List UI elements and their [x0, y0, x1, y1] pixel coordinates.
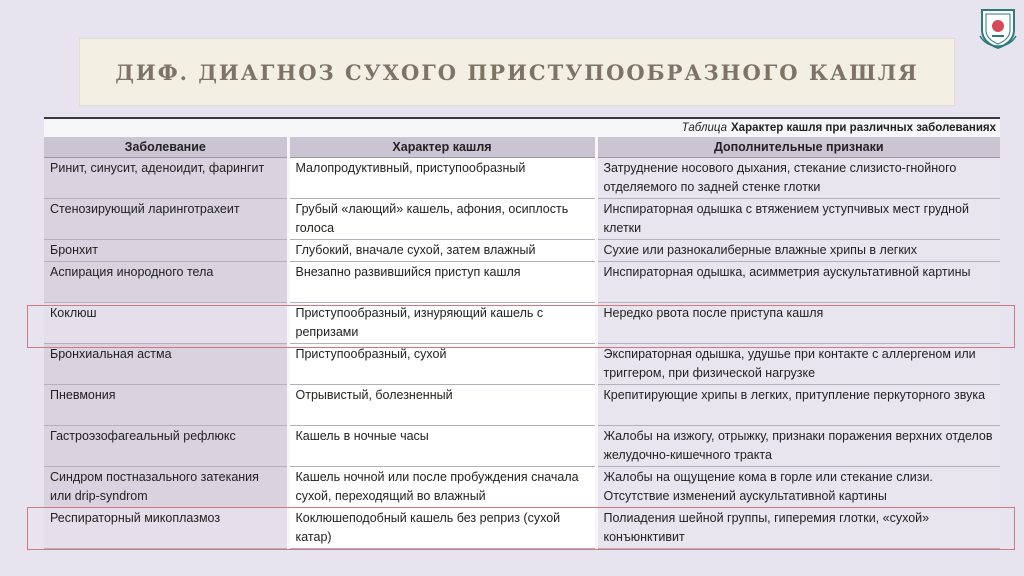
- cell-disease: Бронхиальная астма: [44, 344, 288, 385]
- slide-title: ДИФ. ДИАГНОЗ СУХОГО ПРИСТУПООБРАЗНОГО КАШЛЯ: [115, 59, 919, 85]
- cell-cough: Глубокий, вначале сухой, затем влажный: [288, 240, 596, 262]
- table-caption-title: Характер кашля при различных заболеваниях: [731, 122, 996, 134]
- cell-disease: Ринит, синусит, аденоидит, фарингит: [44, 158, 288, 199]
- table-header-row: [44, 137, 1000, 158]
- cell-cough: Грубый «лающий» кашель, афония, осиплость голоса: [288, 199, 596, 240]
- cell-disease: Аспирация инородного тела: [44, 262, 288, 303]
- table-row: [44, 426, 1000, 467]
- cell-signs: Экспираторная одышка, удушье при контакте с аллергеном или триггером, при физической нагрузке: [596, 344, 1000, 385]
- cell-signs: Сухие или разнокалиберные влажные хрипы в легких: [596, 240, 1000, 262]
- header-disease: Заболевание: [44, 137, 288, 158]
- cell-disease: Синдром постназального затекания или drip-syndrom: [44, 467, 288, 508]
- cell-disease: Гастроэзофагеальный рефлюкс: [44, 426, 288, 467]
- table-row: [44, 158, 1000, 199]
- cell-cough: Коклюшеподобный кашель без реприз (сухой катар): [288, 508, 596, 549]
- cell-cough: Приступообразный, изнуряющий кашель с репризами: [288, 303, 596, 344]
- table-row: [44, 240, 1000, 262]
- diagnosis-table: [44, 137, 1000, 549]
- cell-cough: Кашель в ночные часы: [288, 426, 596, 467]
- slide-title-box: [79, 38, 955, 106]
- table-row: [44, 508, 1000, 549]
- cell-signs: Полиадения шейной группы, гиперемия глотки, «сухой» конъюнктивит: [596, 508, 1000, 549]
- table-row: [44, 385, 1000, 426]
- cell-disease: Респираторный микоплазмоз: [44, 508, 288, 549]
- cell-signs: Жалобы на ощущение кома в горле или стекание слизи. Отсутствие изменений аускультативной картины: [596, 467, 1000, 508]
- table-caption: [44, 117, 1000, 137]
- cell-signs: Жалобы на изжогу, отрыжку, признаки поражения верхних отделов желудочно-кишечного тракта: [596, 426, 1000, 467]
- table-caption-prefix: Таблица: [681, 122, 727, 134]
- header-cough: Характер кашля: [288, 137, 596, 158]
- table-row: [44, 303, 1000, 344]
- cell-disease: Коклюш: [44, 303, 288, 344]
- cell-cough: Кашель ночной или после пробуждения сначала сухой, переходящий во влажный: [288, 467, 596, 508]
- header-signs: Дополнительные признаки: [596, 137, 1000, 158]
- cell-signs: Нередко рвота после приступа кашля: [596, 303, 1000, 344]
- cell-signs: Инспираторная одышка, асимметрия аускультативной картины: [596, 262, 1000, 303]
- cell-disease: Бронхит: [44, 240, 288, 262]
- cell-cough: Внезапно развившийся приступ кашля: [288, 262, 596, 303]
- cell-disease: Пневмония: [44, 385, 288, 426]
- table-row: [44, 467, 1000, 508]
- cell-cough: Малопродуктивный, приступообразный: [288, 158, 596, 199]
- cell-signs: Инспираторная одышка с втяжением уступчивых мест грудной клетки: [596, 199, 1000, 240]
- table-row: [44, 199, 1000, 240]
- cell-cough: Отрывистый, болезненный: [288, 385, 596, 426]
- cell-signs: Затруднение носового дыхания, стекание слизисто-гнойного отделяемого по задней стенке глотки: [596, 158, 1000, 199]
- table-row: [44, 262, 1000, 303]
- university-shield-icon: [978, 6, 1018, 50]
- cell-signs: Крепитирующие хрипы в легких, притупление перкуторного звука: [596, 385, 1000, 426]
- cell-disease: Стенозирующий ларинготрахеит: [44, 199, 288, 240]
- cell-cough: Приступообразный, сухой: [288, 344, 596, 385]
- table-row: [44, 344, 1000, 385]
- cough-table: [44, 117, 1000, 549]
